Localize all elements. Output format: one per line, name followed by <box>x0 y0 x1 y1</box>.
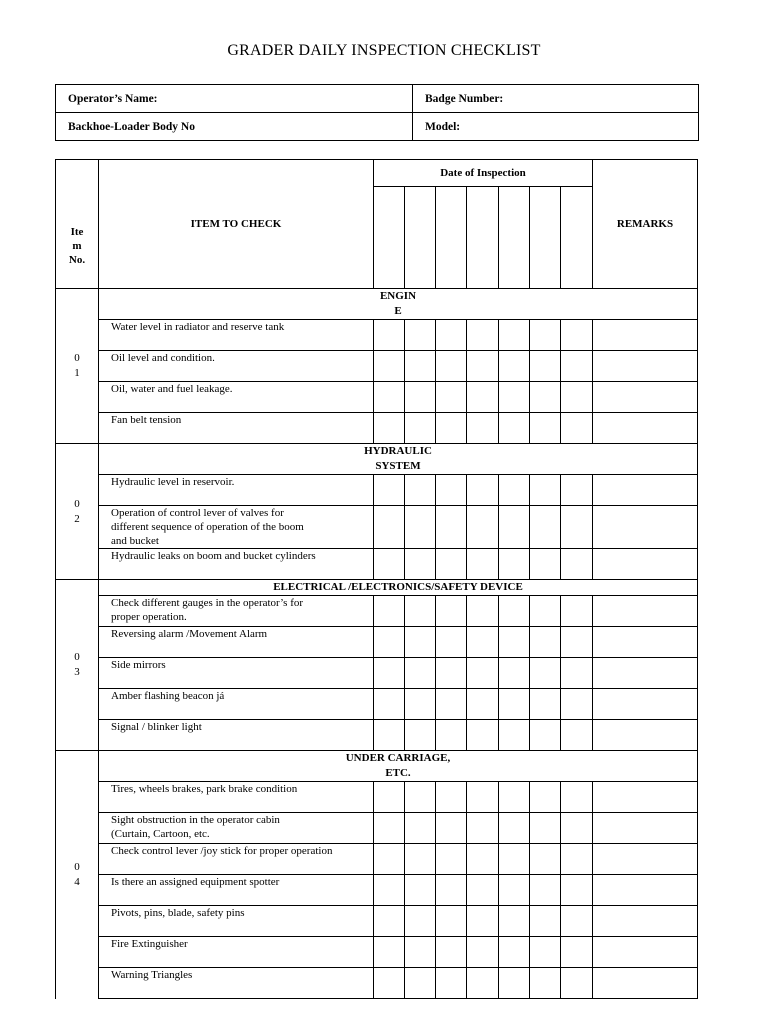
date-check-cell[interactable] <box>530 937 561 968</box>
date-check-cell[interactable] <box>405 689 436 720</box>
item-to-check-text: Tires, wheels brakes, park brake condition <box>111 783 298 795</box>
item-to-check-text: Reversing alarm /Movement Alarm <box>111 628 268 640</box>
item-number-line: 2 <box>74 512 80 525</box>
item-to-check-text: Fire Extinguisher <box>111 938 188 950</box>
date-check-cell[interactable] <box>561 413 593 444</box>
date-check-cell[interactable] <box>405 320 436 351</box>
remarks-cell[interactable] <box>593 658 698 689</box>
date-check-cell[interactable] <box>467 689 499 720</box>
date-check-cell[interactable] <box>436 875 467 906</box>
section-title-line: ENGIN <box>379 290 417 302</box>
section-title-line: SYSTEM <box>375 460 421 472</box>
date-check-cell[interactable] <box>561 782 593 813</box>
date-check-cell[interactable] <box>561 658 593 689</box>
checklist-row <box>56 382 698 413</box>
remarks-cell[interactable] <box>593 906 698 937</box>
date-check-cell[interactable] <box>561 549 593 580</box>
date-check-cell[interactable] <box>405 475 436 506</box>
date-check-cell[interactable] <box>436 689 467 720</box>
date-check-cell[interactable] <box>467 475 499 506</box>
remarks-cell[interactable] <box>593 627 698 658</box>
item-to-check-header: ITEM TO CHECK <box>99 160 374 289</box>
item-to-check-cell <box>99 596 374 627</box>
checklist-row <box>56 506 698 549</box>
item-to-check-text: Warning Triangles <box>111 969 193 981</box>
date-check-cell[interactable] <box>499 937 530 968</box>
item-to-check-cell <box>99 506 374 549</box>
date-check-cell[interactable] <box>467 382 499 413</box>
remarks-header: REMARKS <box>593 160 698 289</box>
item-to-check-text: Check control lever /joy stick for proper operation <box>111 845 333 857</box>
item-number-cell <box>56 751 99 999</box>
date-check-cell[interactable] <box>467 596 499 627</box>
date-check-cell[interactable] <box>374 627 405 658</box>
checklist-row <box>56 596 698 627</box>
item-number-line: 0 <box>74 352 80 364</box>
date-check-cell[interactable] <box>467 351 499 382</box>
date-check-cell[interactable] <box>561 689 593 720</box>
remarks-cell[interactable] <box>593 720 698 751</box>
date-check-cell[interactable] <box>405 968 436 999</box>
date-check-cell[interactable] <box>405 906 436 937</box>
item-to-check-text: Pivots, pins, blade, safety pins <box>111 907 245 919</box>
date-check-cell[interactable] <box>530 320 561 351</box>
item-number-line: 0 <box>74 497 80 510</box>
date-check-cell[interactable] <box>374 720 405 751</box>
date-check-cell[interactable] <box>436 351 467 382</box>
date-check-cell[interactable] <box>374 596 405 627</box>
item-to-check-cell <box>99 627 374 658</box>
checklist-row <box>56 968 698 999</box>
date-check-cell[interactable] <box>499 968 530 999</box>
date-check-cell[interactable] <box>467 813 499 844</box>
date-check-cell[interactable] <box>530 875 561 906</box>
date-check-cell[interactable] <box>530 627 561 658</box>
date-check-cell[interactable] <box>499 413 530 444</box>
date-column-cell[interactable] <box>530 187 561 289</box>
checklist-row <box>56 413 698 444</box>
date-check-cell[interactable] <box>436 782 467 813</box>
operator-info-table <box>55 84 699 141</box>
date-check-cell[interactable] <box>405 720 436 751</box>
item-to-check-text: Signal / blinker light <box>111 721 202 733</box>
item-to-check-text: Hydraulic leaks on boom and bucket cylinders <box>111 550 316 562</box>
item-to-check-text: Check different gauges in the operator’s for <box>111 597 304 609</box>
item-to-check-text: (Curtain, Cartoon, etc. <box>111 828 210 840</box>
date-check-cell[interactable] <box>530 658 561 689</box>
date-check-cell[interactable] <box>467 782 499 813</box>
date-check-cell[interactable] <box>499 844 530 875</box>
checklist-row <box>56 351 698 382</box>
remarks-cell[interactable] <box>593 844 698 875</box>
checklist-row <box>56 320 698 351</box>
date-check-cell[interactable] <box>374 475 405 506</box>
date-check-cell[interactable] <box>436 906 467 937</box>
item-to-check-cell <box>99 549 374 580</box>
item-to-check-text: Sight obstruction in the operator cabin <box>111 814 280 826</box>
date-check-cell[interactable] <box>561 475 593 506</box>
item-number-line: 4 <box>74 875 80 888</box>
date-check-cell[interactable] <box>530 906 561 937</box>
date-check-cell[interactable] <box>561 351 593 382</box>
date-check-cell[interactable] <box>499 875 530 906</box>
date-check-cell[interactable] <box>530 689 561 720</box>
date-check-cell[interactable] <box>405 549 436 580</box>
date-check-cell[interactable] <box>530 475 561 506</box>
checklist-row <box>56 475 698 506</box>
checklist-row <box>56 906 698 937</box>
section-title <box>99 751 698 782</box>
date-check-cell[interactable] <box>405 844 436 875</box>
date-check-cell[interactable] <box>561 844 593 875</box>
item-to-check-cell <box>99 813 374 844</box>
date-check-cell[interactable] <box>374 906 405 937</box>
checklist-row <box>56 627 698 658</box>
date-of-inspection-header: Date of Inspection <box>374 160 593 187</box>
date-check-cell[interactable] <box>405 596 436 627</box>
date-check-cell[interactable] <box>499 596 530 627</box>
date-check-cell[interactable] <box>499 689 530 720</box>
date-check-cell[interactable] <box>436 596 467 627</box>
date-check-cell[interactable] <box>467 937 499 968</box>
item-to-check-cell <box>99 413 374 444</box>
date-check-cell[interactable] <box>499 627 530 658</box>
item-to-check-cell <box>99 782 374 813</box>
item-to-check-cell <box>99 689 374 720</box>
item-to-check-text: proper operation. <box>111 611 187 623</box>
remarks-cell[interactable] <box>593 382 698 413</box>
item-no-header-line: m <box>72 240 82 252</box>
date-check-cell[interactable] <box>530 813 561 844</box>
date-check-cell[interactable] <box>561 320 593 351</box>
date-check-cell[interactable] <box>561 906 593 937</box>
item-to-check-cell <box>99 351 374 382</box>
remarks-cell[interactable] <box>593 596 698 627</box>
date-check-cell[interactable] <box>405 782 436 813</box>
model-field[interactable]: Model: <box>413 113 699 141</box>
date-check-cell[interactable] <box>436 844 467 875</box>
date-check-cell[interactable] <box>467 627 499 658</box>
remarks-cell[interactable] <box>593 782 698 813</box>
checklist-row <box>56 720 698 751</box>
date-check-cell[interactable] <box>467 844 499 875</box>
date-check-cell[interactable] <box>467 413 499 444</box>
date-check-cell[interactable] <box>436 382 467 413</box>
date-check-cell[interactable] <box>374 351 405 382</box>
date-check-cell[interactable] <box>436 413 467 444</box>
date-check-cell[interactable] <box>530 382 561 413</box>
date-column-cell[interactable] <box>405 187 436 289</box>
item-to-check-text: Fan belt tension <box>111 414 182 426</box>
date-check-cell[interactable] <box>530 351 561 382</box>
date-check-cell[interactable] <box>436 506 467 549</box>
item-to-check-text: Operation of control lever of valves for <box>111 507 284 519</box>
date-check-cell[interactable] <box>499 658 530 689</box>
date-check-cell[interactable] <box>530 549 561 580</box>
date-check-cell[interactable] <box>467 320 499 351</box>
badge-number-field[interactable]: Badge Number: <box>413 85 699 113</box>
item-number-cell <box>56 289 99 444</box>
date-check-cell[interactable] <box>530 596 561 627</box>
date-check-cell[interactable] <box>467 720 499 751</box>
date-check-cell[interactable] <box>467 506 499 549</box>
remarks-cell[interactable] <box>593 413 698 444</box>
date-check-cell[interactable] <box>374 320 405 351</box>
operator-name-field[interactable]: Operator’s Name: <box>56 85 413 113</box>
checklist-row <box>56 782 698 813</box>
date-check-cell[interactable] <box>530 413 561 444</box>
remarks-cell[interactable] <box>593 351 698 382</box>
date-check-cell[interactable] <box>561 875 593 906</box>
date-check-cell[interactable] <box>561 813 593 844</box>
date-check-cell[interactable] <box>499 320 530 351</box>
date-check-cell[interactable] <box>374 813 405 844</box>
date-check-cell[interactable] <box>530 506 561 549</box>
date-check-cell[interactable] <box>374 937 405 968</box>
section-title-line: E <box>394 305 402 317</box>
item-to-check-text: Hydraulic level in reservoir. <box>111 476 235 488</box>
date-check-cell[interactable] <box>405 937 436 968</box>
date-check-cell[interactable] <box>374 382 405 413</box>
date-check-cell[interactable] <box>436 968 467 999</box>
date-check-cell[interactable] <box>436 813 467 844</box>
date-check-cell[interactable] <box>467 875 499 906</box>
date-check-cell[interactable] <box>499 475 530 506</box>
item-to-check-cell <box>99 968 374 999</box>
body-no-field[interactable]: Backhoe-Loader Body No <box>56 113 413 141</box>
remarks-cell[interactable] <box>593 320 698 351</box>
date-check-cell[interactable] <box>405 813 436 844</box>
date-check-cell[interactable] <box>436 720 467 751</box>
item-to-check-text: Amber flashing beacon já <box>111 690 225 702</box>
checklist-row <box>56 813 698 844</box>
section-title-line: ETC. <box>385 767 411 779</box>
checklist-row <box>56 689 698 720</box>
date-check-cell[interactable] <box>374 506 405 549</box>
date-check-cell[interactable] <box>561 937 593 968</box>
item-no-header <box>56 160 99 289</box>
remarks-cell[interactable] <box>593 813 698 844</box>
remarks-cell[interactable] <box>593 549 698 580</box>
section-title-line: UNDER CARRIAGE, <box>345 752 451 764</box>
date-check-cell[interactable] <box>374 844 405 875</box>
date-check-cell[interactable] <box>436 627 467 658</box>
date-check-cell[interactable] <box>499 782 530 813</box>
date-check-cell[interactable] <box>530 844 561 875</box>
date-check-cell[interactable] <box>467 658 499 689</box>
item-to-check-cell <box>99 875 374 906</box>
item-to-check-text: and bucket <box>111 535 159 547</box>
remarks-cell[interactable] <box>593 875 698 906</box>
date-column-cell[interactable] <box>467 187 499 289</box>
date-check-cell[interactable] <box>374 875 405 906</box>
item-number-line: 3 <box>74 666 80 678</box>
section-title <box>99 580 698 596</box>
item-no-header-line: No. <box>68 254 86 266</box>
item-number-cell <box>56 580 99 751</box>
date-column-cell[interactable] <box>436 187 467 289</box>
item-to-check-cell <box>99 320 374 351</box>
date-check-cell[interactable] <box>405 658 436 689</box>
date-check-cell[interactable] <box>405 506 436 549</box>
item-to-check-text: Is there an assigned equipment spotter <box>111 876 280 888</box>
remarks-cell[interactable] <box>593 475 698 506</box>
remarks-cell[interactable] <box>593 689 698 720</box>
date-check-cell[interactable] <box>405 627 436 658</box>
date-check-cell[interactable] <box>530 782 561 813</box>
date-column-cell[interactable] <box>499 187 530 289</box>
item-to-check-cell <box>99 382 374 413</box>
date-check-cell[interactable] <box>405 351 436 382</box>
date-check-cell[interactable] <box>374 658 405 689</box>
remarks-cell[interactable] <box>593 968 698 999</box>
section-title <box>99 289 698 320</box>
item-to-check-text: Oil level and condition. <box>111 352 215 364</box>
date-check-cell[interactable] <box>374 689 405 720</box>
item-to-check-text: Water level in radiator and reserve tank <box>111 321 285 333</box>
item-to-check-cell <box>99 475 374 506</box>
date-column-cell[interactable] <box>374 187 405 289</box>
date-check-cell[interactable] <box>467 906 499 937</box>
date-check-cell[interactable] <box>530 720 561 751</box>
item-to-check-cell <box>99 844 374 875</box>
date-check-cell[interactable] <box>561 627 593 658</box>
date-check-cell[interactable] <box>436 937 467 968</box>
date-check-cell[interactable] <box>561 506 593 549</box>
item-to-check-text: different sequence of operation of the boom <box>111 521 304 533</box>
item-to-check-cell <box>99 658 374 689</box>
date-check-cell[interactable] <box>561 968 593 999</box>
date-check-cell[interactable] <box>499 813 530 844</box>
date-check-cell[interactable] <box>499 549 530 580</box>
date-check-cell[interactable] <box>561 382 593 413</box>
remarks-cell[interactable] <box>593 937 698 968</box>
item-to-check-text: Side mirrors <box>111 659 166 671</box>
date-check-cell[interactable] <box>374 549 405 580</box>
date-check-cell[interactable] <box>436 320 467 351</box>
section-title-line: HYDRAULIC <box>364 445 432 457</box>
date-check-cell[interactable] <box>561 596 593 627</box>
item-number-cell <box>56 444 99 580</box>
date-check-cell[interactable] <box>499 351 530 382</box>
date-check-cell[interactable] <box>467 968 499 999</box>
inspection-checklist-table <box>55 159 698 999</box>
date-check-cell[interactable] <box>499 720 530 751</box>
checklist-row <box>56 658 698 689</box>
date-check-cell[interactable] <box>436 475 467 506</box>
date-check-cell[interactable] <box>467 549 499 580</box>
item-to-check-cell <box>99 720 374 751</box>
page-title: GRADER DAILY INSPECTION CHECKLIST <box>227 42 541 59</box>
remarks-cell[interactable] <box>593 506 698 549</box>
checklist-row <box>56 549 698 580</box>
date-check-cell[interactable] <box>405 875 436 906</box>
date-check-cell[interactable] <box>499 906 530 937</box>
date-check-cell[interactable] <box>405 413 436 444</box>
item-to-check-cell <box>99 937 374 968</box>
item-to-check-text: Oil, water and fuel leakage. <box>111 383 233 395</box>
date-check-cell[interactable] <box>499 506 530 549</box>
checklist-row <box>56 875 698 906</box>
item-number-line: 1 <box>74 367 80 379</box>
item-number-line: 0 <box>74 651 80 663</box>
item-number-line: 0 <box>74 860 80 873</box>
date-check-cell[interactable] <box>436 549 467 580</box>
date-check-cell[interactable] <box>374 968 405 999</box>
item-no-header-line: Ite <box>70 226 84 238</box>
date-check-cell[interactable] <box>530 968 561 999</box>
checklist-row <box>56 844 698 875</box>
date-column-cell[interactable] <box>561 187 593 289</box>
date-check-cell[interactable] <box>499 382 530 413</box>
section-title <box>99 444 698 475</box>
date-check-cell[interactable] <box>405 382 436 413</box>
item-to-check-cell <box>99 906 374 937</box>
date-check-cell[interactable] <box>374 413 405 444</box>
date-check-cell[interactable] <box>374 782 405 813</box>
checklist-row <box>56 937 698 968</box>
date-check-cell[interactable] <box>436 658 467 689</box>
section-title-line: ELECTRICAL /ELECTRONICS/SAFETY DEVICE <box>273 581 523 593</box>
date-check-cell[interactable] <box>561 720 593 751</box>
